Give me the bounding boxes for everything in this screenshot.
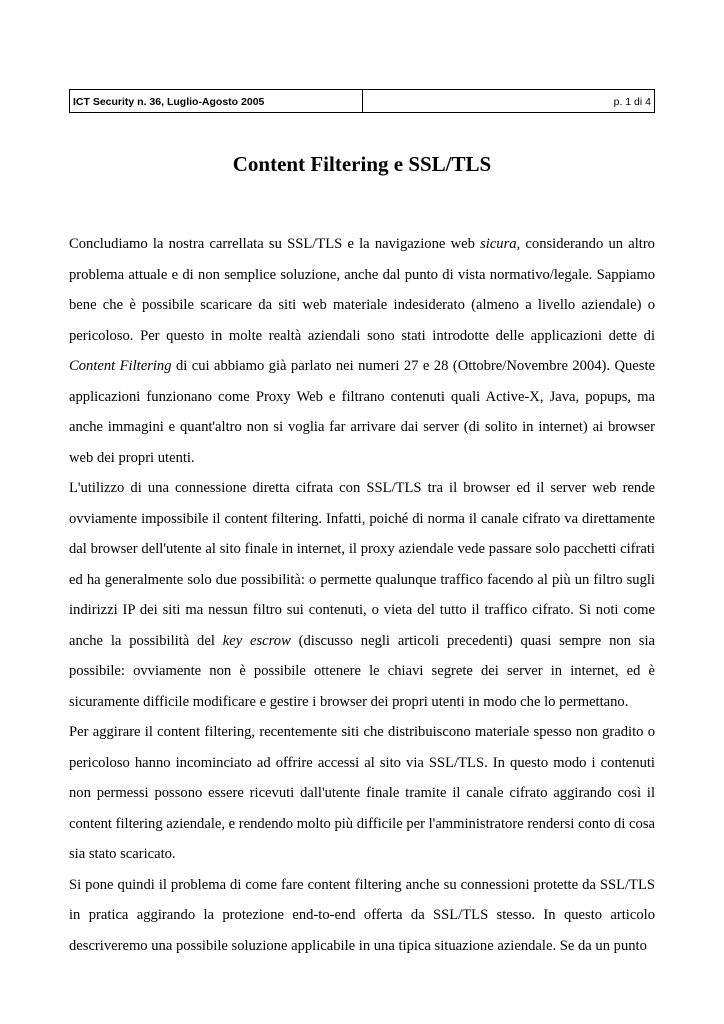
- paragraph-2-text-b: (discusso negli articoli precedenti) quasi sempre non sia possibile: ovviamente non è possibile ottenere le chiavi segrete dei server in internet, ed è sicuramente difficile modificare e gestire i browser dei propri utenti in modo che lo permettano.: [69, 632, 655, 710]
- paragraph-3-text: Per aggirare il content filtering, recentemente siti che distribuiscono materiale spesso non gradito o pericoloso hanno incominciato ad offrire accessi al sito via SSL/TLS. In questo modo i contenuti non permessi possono essere ricevuti dall'utente finale tramite il canale cifrato aggirando così il content filtering aziendale, e rendendo molto più difficile per l'amministratore rendersi conto di cosa sia stato scaricato.: [69, 724, 655, 862]
- page-header: [69, 89, 655, 113]
- paragraph-1-text-c: di cui abbiamo già parlato nei numeri 27 e 28 (Ottobre/Novembre 2004). Queste applicazioni funzionano come Proxy Web e filtrano contenuti quali Active-X, Java, popups, ma anche immagini e quant'altro non si voglia far arrivare dai server (di solito in internet) ai browser web dei propri utenti.: [69, 358, 655, 466]
- paragraph-2: [69, 473, 655, 717]
- paragraph-1-emphasis-content-filtering: Content Filtering: [69, 358, 172, 374]
- article-body: [69, 229, 655, 961]
- paragraph-1-text-a: Concludiamo la nostra carrellata su SSL/TLS e la navigazione web: [69, 236, 481, 252]
- header-page-number: p. 1 di 4: [613, 96, 651, 108]
- paragraph-1-text-b: , considerando un altro problema attuale e di non semplice soluzione, anche dal punto di vista normativo/legale. Sappiamo bene che è possibile scaricare da siti web materiale indesiderato (almeno a livello aziendale) o pericoloso. Per questo in molte realtà aziendali sono stati introdotte delle applicazioni dette di: [69, 236, 655, 344]
- paragraph-3: [69, 717, 655, 870]
- paragraph-1-emphasis-sicura: sicura: [480, 236, 517, 252]
- paragraph-1: [69, 229, 655, 473]
- article-title: Content Filtering e SSL/TLS: [232, 152, 492, 176]
- paragraph-2-text-a: L'utilizzo di una connessione diretta cifrata con SSL/TLS tra il browser ed il server web rende ovviamente impossibile il content filtering. Infatti, poiché di norma il canale cifrato va direttamente dal browser dell'utente al sito finale in internet, il proxy aziendale vede passare solo pacchetti cifrati ed ha generalmente solo due possibilità: o permette qualunque traffico facendo al più un filtro sugli indirizzi IP dei siti ma nessun filtro sui contenuti, o vieta del tutto il traffico cifrato. Si noti come anche la possibilità del: [69, 480, 655, 649]
- paragraph-2-emphasis-key-escrow: key escrow: [222, 632, 291, 649]
- paragraph-4-text: Si pone quindi il problema di come fare content filtering anche su connessioni protette da SSL/TLS in pratica aggirando la protezione end-to-end offerta da SSL/TLS stesso. In questo articolo descriveremo una possibile soluzione applicabile in una tipica situazione aziendale. Se da un punto: [69, 876, 655, 954]
- header-publication: ICT Security n. 36, Luglio-Agosto 2005: [70, 90, 363, 112]
- paragraph-4: [69, 870, 655, 962]
